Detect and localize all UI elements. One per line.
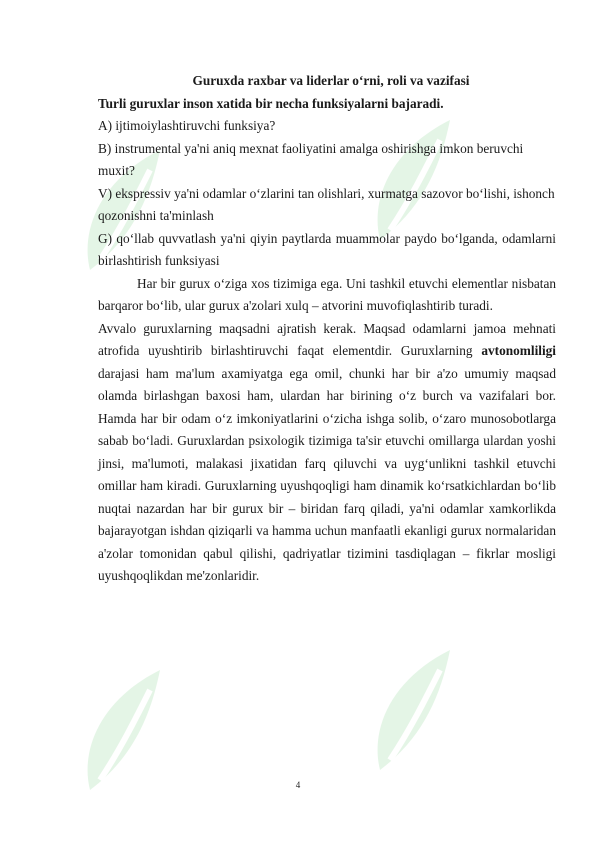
paragraph-text: darajasi ham ma'lum axamiyatga ega omil, chunki har bir a'zo umumiy maqsad olamda birlashgan baxosi ham, ulardan har birining o‘z burch va vazifalari bor. Hamda har bir odam o‘z imkoniyatlarini o‘zicha ishga solib, o‘zaro munosobotlarga sabab bo‘ladi. Guruxlardan psixologik tizimiga ta'sir etuvchi omillarga ulardan yoshi jinsi, ma'lumoti, malakasi jixatidan farq qiluvchi va uyg‘unlikni tashkil etuvchi omillar ham kiradi. Guruxlarning uyushqoqligi ham dinamik ko‘rsatkichlardan bo‘lib nuqtai nazardan har bir gurux bir – biridan farq qiladi, ya'ni odamlar xamkorlikda bajarayotgan ishdan qiziqarli va hamma uchun manfaatli ekanligi gurux normalaridan a'zolar tomonidan qabul qilishi, qadriyatlar tizimini tasdiqlagan – fikrlar mosligi uyushqoqlikdan me'zonlaridir. <box>98 365 556 583</box>
bold-term: avtonomliligi <box>481 343 556 358</box>
page-number: 4 <box>295 780 301 790</box>
document-body <box>98 70 556 588</box>
list-item: A) ijtimoiylashtiruvchi funksiya? <box>98 118 276 133</box>
watermark-icon <box>360 640 470 790</box>
leaf-logo-watermark-icon <box>360 640 470 790</box>
list-item: B) instrumental ya'ni aniq mexnat faoliyatini amalga oshirishga imkon beruvchi muxit? <box>98 140 524 178</box>
list-item: V) ekspressiv ya'ni odamlar o‘zlarini tan olishlari, xurmatga sazovor bo‘lishi, ishonch qozonishni ta'minlash <box>98 185 555 223</box>
paragraph-text: Avvalo guruxlarning maqsadni ajratish kerak. Maqsad odamlarni jamoa mehnati atrofida uyushtirib birlashtiruvchi faqat elementdir. Guruxlarning <box>98 320 556 358</box>
list-item: G) qo‘llab quvvatlash ya'ni qiyin paytlarda muammolar paydo bo‘lganda, odamlarni birlashtirish funksiyasi <box>98 230 556 268</box>
section-subtitle: Turli guruxlar inson xatida bir necha funksiyalarni bajaradi. <box>98 95 444 111</box>
paragraph: Har bir gurux o‘ziga xos tizimiga ega. Uni tashkil etuvchi elementlar nisbatan barqaror bo‘lib, ular gurux a'zolari xulq – atvorini muvofiqlashtirib turadi. <box>98 275 556 313</box>
paragraph <box>98 318 556 588</box>
page-title: Guruxda raxbar va liderlar o‘rni, roli va vazifasi <box>192 73 470 88</box>
